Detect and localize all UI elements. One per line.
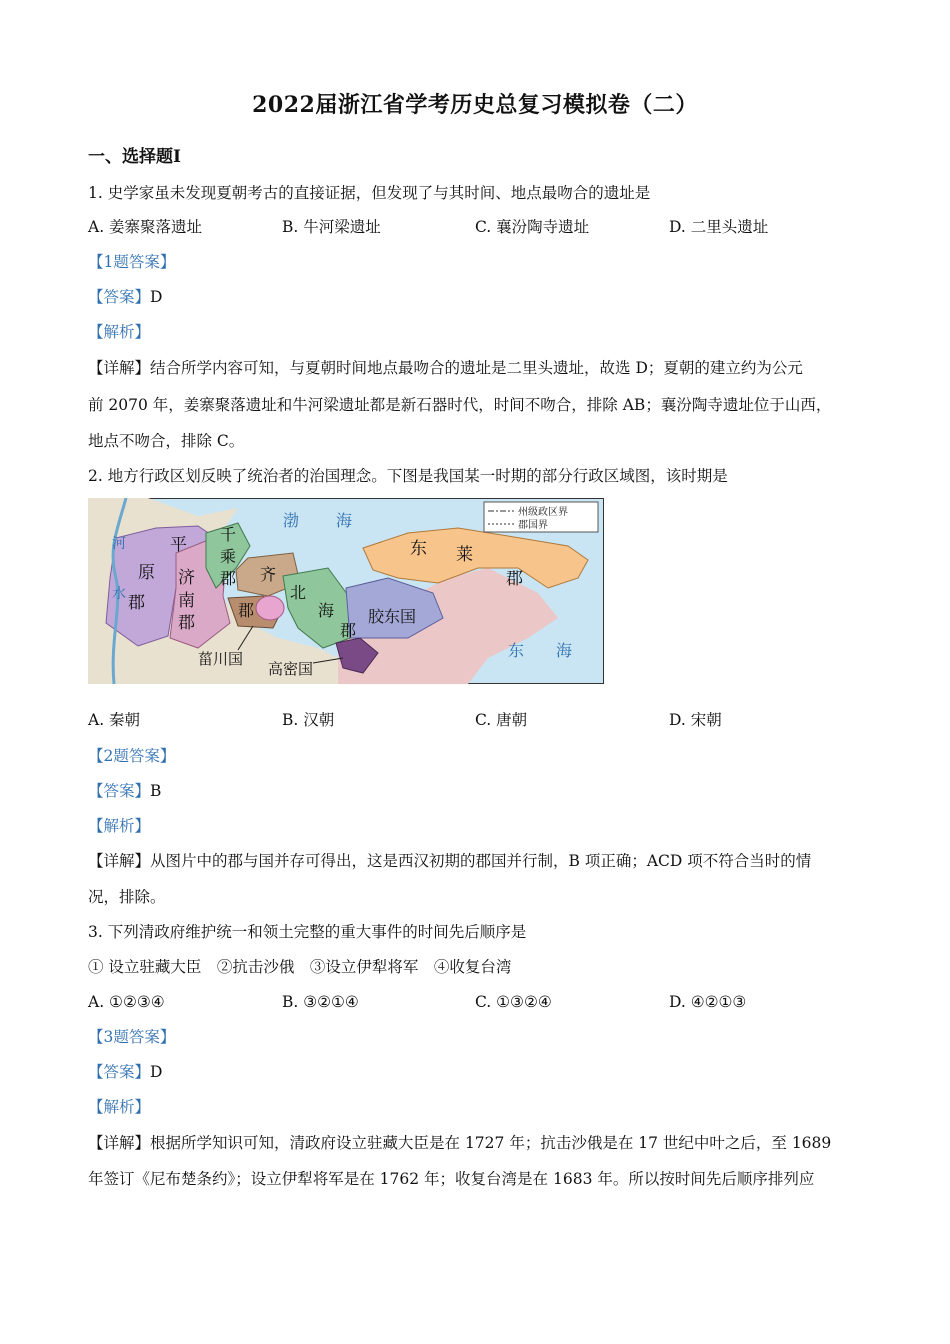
q3-items: ① 设立驻藏大臣 ②抗击沙俄 ③设立伊犁将军 ④收复台湾 [88, 958, 512, 976]
q3-answer-header: 【3题答案】 [88, 1028, 176, 1046]
q3-stem: 3. 下列清政府维护统一和领土完整的重大事件的时间先后顺序是 [88, 923, 527, 941]
q3-answer [88, 1061, 878, 1083]
q3-option-b: B. ③②①④ [282, 993, 359, 1011]
q1-detail-line: 前 2070 年，姜寨聚落遗址和牛河梁遗址都是新石器时代，时间不吻合，排除 AB；襄汾陶寺遗址位于山西， [88, 396, 832, 414]
answer-tag: 【答案】 [88, 1063, 151, 1081]
q3-analysis-tag: 【解析】 [88, 1098, 151, 1116]
region-label: 郡 [178, 613, 195, 633]
detail-text: 结合所学内容可知，与夏朝时间地点最吻合的遗址是二里头遗址，故选 D；夏朝的建立约为公元 [150, 359, 803, 377]
zichuan-enclave [256, 596, 284, 620]
answer-tag: 【答案】 [88, 288, 151, 306]
q2-answer [88, 780, 878, 802]
region-label: 高密国 [268, 660, 314, 678]
q2-detail-line: 况，排除。 [88, 888, 166, 906]
q1-detail-line: 地点不吻合，排除 C。 [88, 432, 245, 450]
legend-state-label: 州级政区界 [518, 507, 568, 518]
q2-answer-header: 【2题答案】 [88, 747, 176, 765]
detail-tag: 【详解】 [88, 359, 151, 377]
q2-option-a: A. 秦朝 [88, 711, 141, 729]
q3-detail-line [88, 1132, 878, 1154]
detail-text: 根据所学知识可知，清政府设立驻藏大臣是在 1727 年；抗击沙俄是在 17 世纪中叶之后，至 1689 [150, 1134, 832, 1152]
q1-detail-line [88, 357, 878, 379]
q3-options [88, 991, 878, 1013]
sea-label: 渤 [283, 511, 300, 530]
q1-options [88, 216, 878, 238]
region-label: 千 [220, 525, 237, 544]
region-label: 南 [178, 591, 195, 611]
region-label: 乘 [220, 547, 237, 566]
region-label: 郡 [238, 601, 255, 620]
legend-commandery-label: 郡国界 [518, 520, 548, 531]
q2-analysis-tag: 【解析】 [88, 817, 151, 835]
region-label: 郡 [506, 569, 523, 589]
region-label: 郡 [128, 593, 145, 613]
q1-analysis-tag: 【解析】 [88, 323, 151, 341]
q1-stem: 1. 史学家虽未发现夏朝考古的直接证据，但发现了与其时间、地点最吻合的遗址是 [88, 184, 651, 202]
region-label: 平 [170, 535, 187, 555]
sea-label: 海 [556, 641, 573, 660]
q2-option-d: D. 宋朝 [669, 711, 722, 729]
q2-option-c: C. 唐朝 [475, 711, 528, 729]
detail-tag: 【详解】 [88, 1134, 151, 1152]
region-label: 胶东国 [368, 607, 417, 626]
answer-value: B [150, 782, 162, 800]
region-label: 东 [410, 539, 427, 559]
region-label: 北 [290, 583, 307, 602]
region-label: 原 [138, 563, 155, 583]
detail-tag: 【详解】 [88, 852, 151, 870]
administrative-map [88, 498, 604, 684]
section-heading: 一、选择题Ⅰ [88, 147, 181, 167]
region-label: 菑川国 [198, 650, 244, 668]
region-label: 郡 [340, 621, 357, 640]
sea-label: 东 [508, 641, 525, 660]
q2-stem: 2. 地方行政区划反映了统治者的治国理念。下图是我国某一时期的部分行政区域图，该时期是 [88, 467, 728, 485]
q1-option-d: D. 二里头遗址 [669, 218, 769, 236]
river-label: 河 [112, 536, 126, 552]
q3-option-d: D. ④②①③ [669, 993, 747, 1011]
q3-option-c: C. ①③②④ [475, 993, 552, 1011]
q1-option-c: C. 襄汾陶寺遗址 [475, 218, 590, 236]
q1-answer-header: 【1题答案】 [88, 253, 176, 271]
q1-option-b: B. 牛河梁遗址 [282, 218, 381, 236]
q3-option-a: A. ①②③④ [88, 993, 165, 1011]
q1-option-a: A. 姜寨聚落遗址 [88, 218, 203, 236]
answer-tag: 【答案】 [88, 782, 151, 800]
detail-text: 从图片中的郡与国并存可得出，这是西汉初期的郡国并行制，B 项正确；ACD 项不符合当时的情 [150, 852, 812, 870]
region-label: 海 [318, 601, 335, 620]
river-label: 水 [112, 586, 126, 602]
q1-answer [88, 286, 878, 308]
answer-value: D [150, 288, 163, 306]
q2-detail-line [88, 850, 878, 872]
region-label: 济 [178, 568, 195, 588]
q2-option-b: B. 汉朝 [282, 711, 335, 729]
region-label: 郡 [220, 569, 237, 588]
q3-detail-line: 年签订《尼布楚条约》；设立伊犁将军是在 1762 年；收复台湾是在 1683 年。所以按时间先后顺序排列应 [88, 1170, 815, 1188]
q2-options [88, 709, 878, 731]
sea-label: 海 [336, 511, 353, 530]
page-title: 2022届浙江省学考历史总复习模拟卷（二） [252, 92, 698, 118]
answer-value: D [150, 1063, 163, 1081]
region-label: 齐 [260, 565, 277, 584]
region-label: 莱 [456, 545, 473, 565]
